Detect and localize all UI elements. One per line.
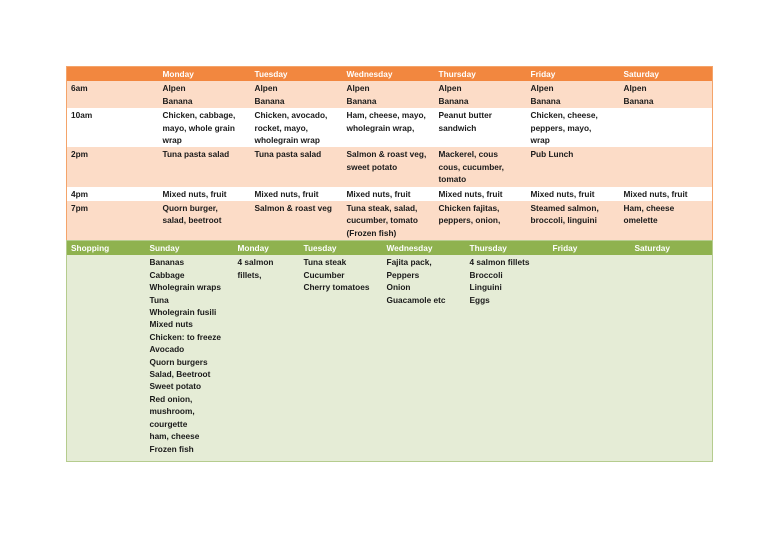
cell-line: Banana [162, 95, 193, 106]
meal-row-4pm [67, 187, 713, 201]
meal-cell [435, 187, 527, 201]
shopping-cell-saturday [631, 255, 713, 462]
cell-line: Mixed nuts, fruit [254, 188, 319, 199]
meal-cell [527, 108, 620, 147]
meal-cell [251, 201, 343, 241]
meal-cell [620, 147, 713, 186]
meal-cell [620, 108, 713, 147]
cell-line: 4 salmon [237, 257, 274, 268]
cell-line: salad, beetroot [162, 215, 222, 226]
cell-line: tomato [438, 174, 467, 185]
cell-line: sandwich [438, 122, 477, 133]
cell-line: wholegrain wrap [254, 135, 320, 146]
meal-cell [527, 201, 620, 241]
meal-plan-table [66, 66, 713, 241]
cell-line: Pub Lunch [530, 149, 574, 160]
meal-cell [527, 187, 620, 201]
shopping-header-tuesday: Tuesday [300, 241, 383, 256]
cell-line: Alpen [438, 83, 462, 94]
cell-line: Mixed nuts, fruit [530, 188, 595, 199]
meal-time: 6am [67, 81, 159, 108]
meal-row-10am [67, 108, 713, 147]
cell-line: Alpen [254, 83, 278, 94]
meal-cell [343, 147, 435, 186]
cell-line: mushroom, [149, 406, 195, 417]
meal-cell [435, 147, 527, 186]
shopping-header-wednesday: Wednesday [383, 241, 466, 256]
meal-cell [251, 187, 343, 201]
cell-line: Broccoli [469, 269, 503, 280]
meal-header-row [67, 67, 713, 82]
meal-time: 10am [67, 108, 159, 147]
cell-line: ham, cheese [149, 431, 200, 442]
cell-line: Fajita pack, [386, 257, 432, 268]
cell-line: Chicken fajitas, [438, 203, 500, 214]
meal-cell [343, 187, 435, 201]
cell-line: Wholegrain fusili [149, 307, 217, 318]
meal-header-corner [67, 67, 159, 82]
cell-line: Banana [346, 95, 377, 106]
cell-line: Salmon & roast veg, [346, 149, 427, 160]
meal-time: 4pm [67, 187, 159, 201]
meal-header-tuesday: Tuesday [251, 67, 343, 82]
cell-line: Alpen [530, 83, 554, 94]
meal-row-6am [67, 81, 713, 108]
meal-header-saturday: Saturday [620, 67, 713, 82]
cell-line: wholegrain wrap, [346, 122, 415, 133]
shopping-header-monday: Monday [234, 241, 300, 256]
shopping-list-row [67, 255, 713, 462]
cell-line: Mackerel, cous [438, 149, 498, 160]
meal-cell [343, 81, 435, 108]
meal-cell [343, 201, 435, 241]
cell-line: Quorn burgers [149, 356, 208, 367]
shopping-cell-friday [549, 255, 631, 462]
meal-cell [159, 201, 251, 241]
cell-line: Banana [530, 95, 561, 106]
cell-line: Mixed nuts [149, 319, 193, 330]
shopping-cell-sunday [146, 255, 234, 462]
shopping-cell-thursday [466, 255, 549, 462]
meal-cell [620, 187, 713, 201]
meal-cell [435, 108, 527, 147]
cell-line: Alpen [346, 83, 370, 94]
shopping-header-thursday: Thursday [466, 241, 549, 256]
meal-header-friday: Friday [527, 67, 620, 82]
cell-line: Cucumber [303, 269, 345, 280]
cell-line: Steamed salmon, [530, 203, 599, 214]
cell-line: wrap [530, 135, 550, 146]
cell-line: Alpen [162, 83, 186, 94]
cell-line: Chicken, cheese, [530, 110, 598, 121]
cell-line: Tuna steak [303, 257, 347, 268]
cell-line: Cherry tomatoes [303, 282, 370, 293]
shopping-header-friday: Friday [549, 241, 631, 256]
cell-line: Salmon & roast veg [254, 203, 332, 214]
cell-line: broccoli, linguini [530, 215, 597, 226]
cell-line: Sweet potato [149, 381, 202, 392]
cell-line: mayo, whole grain [162, 122, 235, 133]
cell-line: Banana [623, 95, 654, 106]
cell-line: cous, cucumber, [438, 161, 504, 172]
cell-line: Peanut butter [438, 110, 492, 121]
cell-line: Linguini [469, 282, 502, 293]
meal-time: 7pm [67, 201, 159, 241]
cell-line: Chicken: to freeze [149, 331, 221, 342]
meal-cell [251, 81, 343, 108]
cell-line: rocket, mayo, [254, 122, 308, 133]
cell-line: omelette [623, 215, 658, 226]
shopping-header-row [67, 241, 713, 256]
meal-cell [159, 108, 251, 147]
cell-line: Quorn burger, [162, 203, 218, 214]
shopping-cell-monday [234, 255, 300, 462]
cell-line: peppers, onion, [438, 215, 501, 226]
shopping-header-saturday: Saturday [631, 241, 713, 256]
meal-time: 2pm [67, 147, 159, 186]
cell-line: Avocado [149, 344, 185, 355]
cell-line: Red onion, [149, 393, 193, 404]
meal-cell [159, 81, 251, 108]
meal-row-2pm [67, 147, 713, 186]
cell-line: Mixed nuts, fruit [162, 188, 227, 199]
cell-line: Banana [254, 95, 285, 106]
meal-cell [435, 81, 527, 108]
cell-line: Ham, cheese [623, 203, 675, 214]
shopping-cell [67, 255, 146, 462]
cell-line: Onion [386, 282, 411, 293]
cell-line: Wholegrain wraps [149, 282, 221, 293]
meal-cell [159, 187, 251, 201]
meal-cell [251, 147, 343, 186]
cell-line: Bananas [149, 257, 185, 268]
meal-cell [435, 201, 527, 241]
cell-line: peppers, mayo, [530, 122, 592, 133]
cell-line: Peppers [386, 269, 420, 280]
cell-line: Tuna pasta salad [162, 149, 230, 160]
cell-line: (Frozen fish) [346, 227, 397, 238]
cell-line: Tuna steak, salad, [346, 203, 418, 214]
meal-header-monday: Monday [159, 67, 251, 82]
cell-line: Mixed nuts, fruit [623, 188, 688, 199]
cell-line: Tuna pasta salad [254, 149, 322, 160]
cell-line: Chicken, cabbage, [162, 110, 236, 121]
cell-line: Tuna [149, 294, 169, 305]
cell-line: Salad, Beetroot [149, 369, 211, 380]
cell-line: Eggs [469, 294, 490, 305]
meal-cell [251, 108, 343, 147]
meal-cell [527, 81, 620, 108]
meal-cell [343, 108, 435, 147]
meal-cell [527, 147, 620, 186]
cell-line: wrap [162, 135, 182, 146]
cell-line: Mixed nuts, fruit [438, 188, 503, 199]
shopping-header-sunday: Sunday [146, 241, 234, 256]
cell-line: sweet potato [346, 161, 398, 172]
cell-line: Chicken, avocado, [254, 110, 328, 121]
meal-cell [620, 201, 713, 241]
cell-line: Guacamole etc [386, 294, 446, 305]
cell-line: fillets, [237, 269, 262, 280]
shopping-cell-wednesday [383, 255, 466, 462]
meal-header-wednesday: Wednesday [343, 67, 435, 82]
cell-line: 4 salmon fillets [469, 257, 530, 268]
shopping-table [66, 240, 713, 462]
shopping-cell-tuesday [300, 255, 383, 462]
meal-cell [620, 81, 713, 108]
cell-line: Ham, cheese, mayo, [346, 110, 426, 121]
cell-line: courgette [149, 418, 188, 429]
meal-row-7pm [67, 201, 713, 241]
meal-header-thursday: Thursday [435, 67, 527, 82]
cell-line: cucumber, tomato [346, 215, 418, 226]
shopping-header-label: Shopping [67, 241, 146, 256]
cell-line: Banana [438, 95, 469, 106]
cell-line: Alpen [623, 83, 647, 94]
cell-line: Mixed nuts, fruit [346, 188, 411, 199]
meal-cell [159, 147, 251, 186]
cell-line: Frozen fish [149, 443, 194, 454]
cell-line: Cabbage [149, 269, 185, 280]
